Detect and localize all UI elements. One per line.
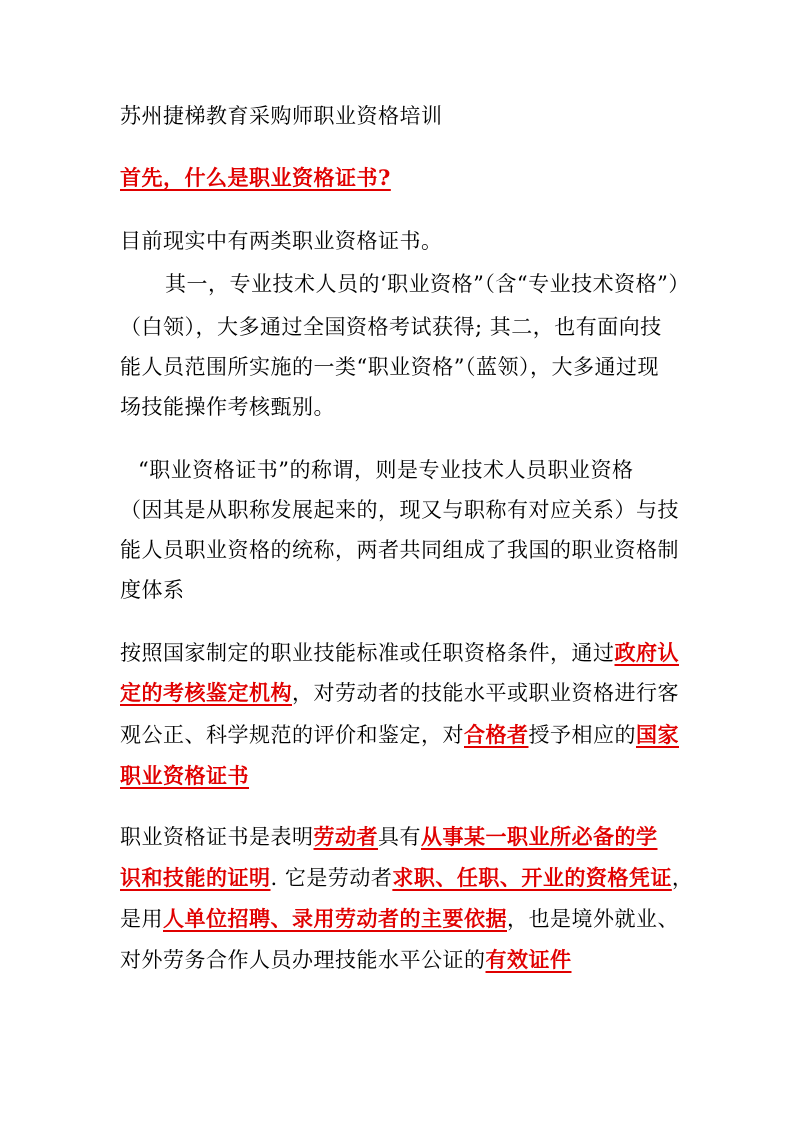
paragraph-2-line: 能人员职业资格的统称，两者共同组成了我国的职业资格制	[120, 538, 679, 562]
text-run: 对外劳务合作人员办理技能水平公证的	[120, 948, 486, 972]
paragraph-4-line	[120, 905, 679, 933]
paragraph-4-line	[120, 946, 572, 974]
paragraph-3-line	[120, 679, 679, 707]
highlight-text: 识和技能的证明	[120, 865, 271, 890]
document-title: 苏州捷梯教育采购师职业资格培训	[120, 104, 443, 128]
text-run: 是用	[120, 907, 163, 931]
paragraph-1-line: 其一，专业技术人员的‘职业资格”（含“专业技术资格”）	[165, 272, 690, 296]
paragraph-3-line	[120, 721, 679, 749]
highlight-text: 政府认	[614, 640, 679, 665]
paragraph-2-line: 度体系	[120, 578, 185, 602]
text-run: . 它是劳动者	[270, 866, 393, 890]
intro-text: 目前现实中有两类职业资格证书。	[120, 229, 443, 253]
paragraph-3-line	[120, 639, 679, 667]
text-run: ，	[671, 866, 694, 890]
paragraph-1-line: 场技能操作考核甄别。	[120, 395, 335, 419]
highlight-text: 职业资格证书	[120, 763, 249, 788]
paragraph-1-line: 能人员范围所实施的一类“职业资格”（蓝领），大多通过现	[120, 355, 659, 379]
paragraph-2-line: （因其是从职称发展起来的，现又与职称有对应关系）与技	[120, 498, 679, 522]
highlight-text: 合格者	[464, 722, 529, 747]
highlight-text: 有效证件	[485, 947, 572, 972]
paragraph-2-line: “职业资格证书”的称谓，则是专业技术人员职业资格	[138, 458, 634, 482]
highlight-text: 求职、任职、开业的资格凭证	[392, 865, 672, 890]
highlight-text: 国家	[636, 722, 679, 747]
text-run: 观公正、科学规范的评价和鉴定，对	[120, 723, 464, 747]
highlight-text: 从事某一职业所必备的学	[421, 824, 658, 849]
text-run: 具有	[378, 825, 421, 849]
text-run: ，对劳动者的技能水平或职业资格进行客	[292, 681, 679, 705]
paragraph-3-line	[120, 762, 249, 790]
text-run: ，也是境外就业、	[507, 907, 679, 931]
paragraph-1-line: （白领），大多通过全国资格考试获得; 其二，也有面向技	[120, 315, 662, 339]
text-run: 授予相应的	[528, 723, 636, 747]
section-heading: 首先，什么是职业资格证书?	[120, 165, 391, 190]
paragraph-4-line	[120, 823, 658, 851]
highlight-text: 人单位招聘、录用劳动者的主要依据	[163, 906, 507, 931]
text-run: 按照国家制定的职业技能标准或任职资格条件，通过	[120, 641, 615, 665]
text-run: 职业资格证书是表明	[120, 825, 314, 849]
paragraph-4-line	[120, 864, 693, 892]
highlight-text: 定的考核鉴定机构	[120, 680, 292, 705]
highlight-text: 劳动者	[313, 824, 378, 849]
